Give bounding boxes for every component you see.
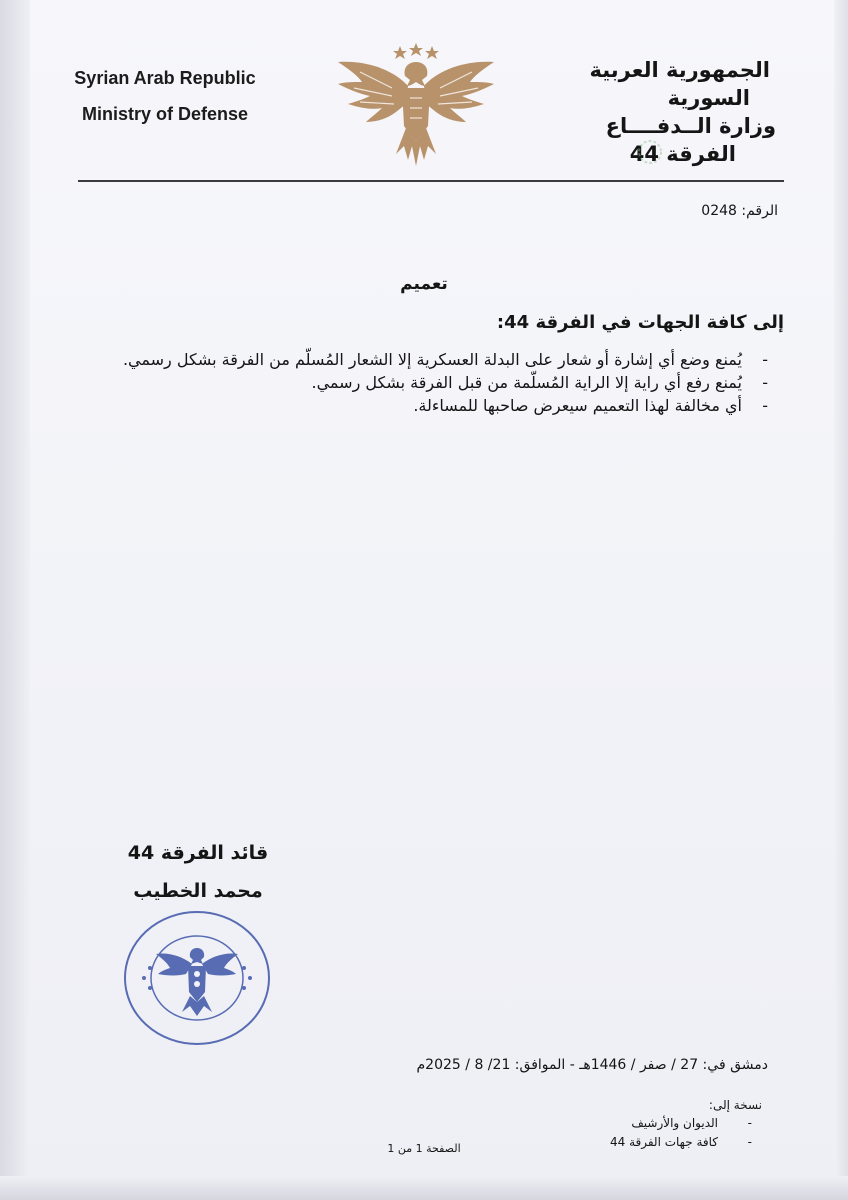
directive-text: يُمنع وضع أي إشارة أو شعار على البدلة العسكرية إلا الشعار المُسلّم من الفرقة بشكل رسمي.: [122, 350, 742, 369]
header-ar-syrian: السورية: [667, 86, 750, 110]
faint-stamp-icon: [636, 138, 664, 166]
list-item: [78, 394, 768, 417]
copy-recipient: كافة جهات الفرقة 44: [609, 1135, 718, 1149]
official-seal-icon: [122, 908, 272, 1048]
directive-text: يُمنع رفع أي راية إلا الراية المُسلّمة من قبل الفرقة بشكل رسمي.: [311, 373, 742, 392]
copies-heading: نسخة إلى:: [708, 1098, 762, 1112]
bullet-dash: -: [762, 350, 768, 369]
directive-list: [78, 348, 768, 417]
page-number: الصفحة 1 من 1: [387, 1142, 461, 1155]
bullet-dash: -: [747, 1116, 752, 1130]
header-ar-republic: الجمهورية العربية: [589, 58, 770, 82]
page-bottom-shadow: [0, 1176, 848, 1200]
copy-recipient: الديوان والأرشيف: [631, 1116, 718, 1130]
header-en-ministry: Ministry of Defense: [81, 104, 249, 124]
header-divider: [78, 180, 784, 182]
bullet-dash: -: [747, 1135, 752, 1149]
list-item: [78, 371, 768, 394]
addressee-line: إلى كافة الجهات في الفرقة 44:: [496, 312, 784, 333]
list-item: [610, 1114, 752, 1133]
reference-number: الرقم: 0248: [701, 203, 778, 219]
page-left-shadow: [0, 0, 30, 1200]
signatory-name: محمد الخطيب: [133, 880, 263, 902]
header-ar-ministry: وزارة الــدفــــاع: [605, 114, 776, 138]
list-item: [78, 348, 768, 371]
header-ar-division: الفرقة 44: [629, 142, 736, 166]
directive-text: أي مخالفة لهذا التعميم سيعرض صاحبها للمساءلة.: [413, 396, 742, 415]
page-right-shadow: [834, 0, 848, 1200]
header-en-country: Syrian Arab Republic: [74, 68, 256, 88]
bullet-dash: -: [762, 396, 768, 415]
date-line: دمشق في: 27 / صفر / 1446هـ - الموافق: 21/ 8 / 2025م: [416, 1057, 768, 1073]
signatory-title: قائد الفرقة 44: [127, 842, 269, 864]
document-title: تعميم: [400, 274, 448, 294]
bullet-dash: -: [762, 373, 768, 392]
eagle-emblem-icon: [330, 42, 502, 170]
